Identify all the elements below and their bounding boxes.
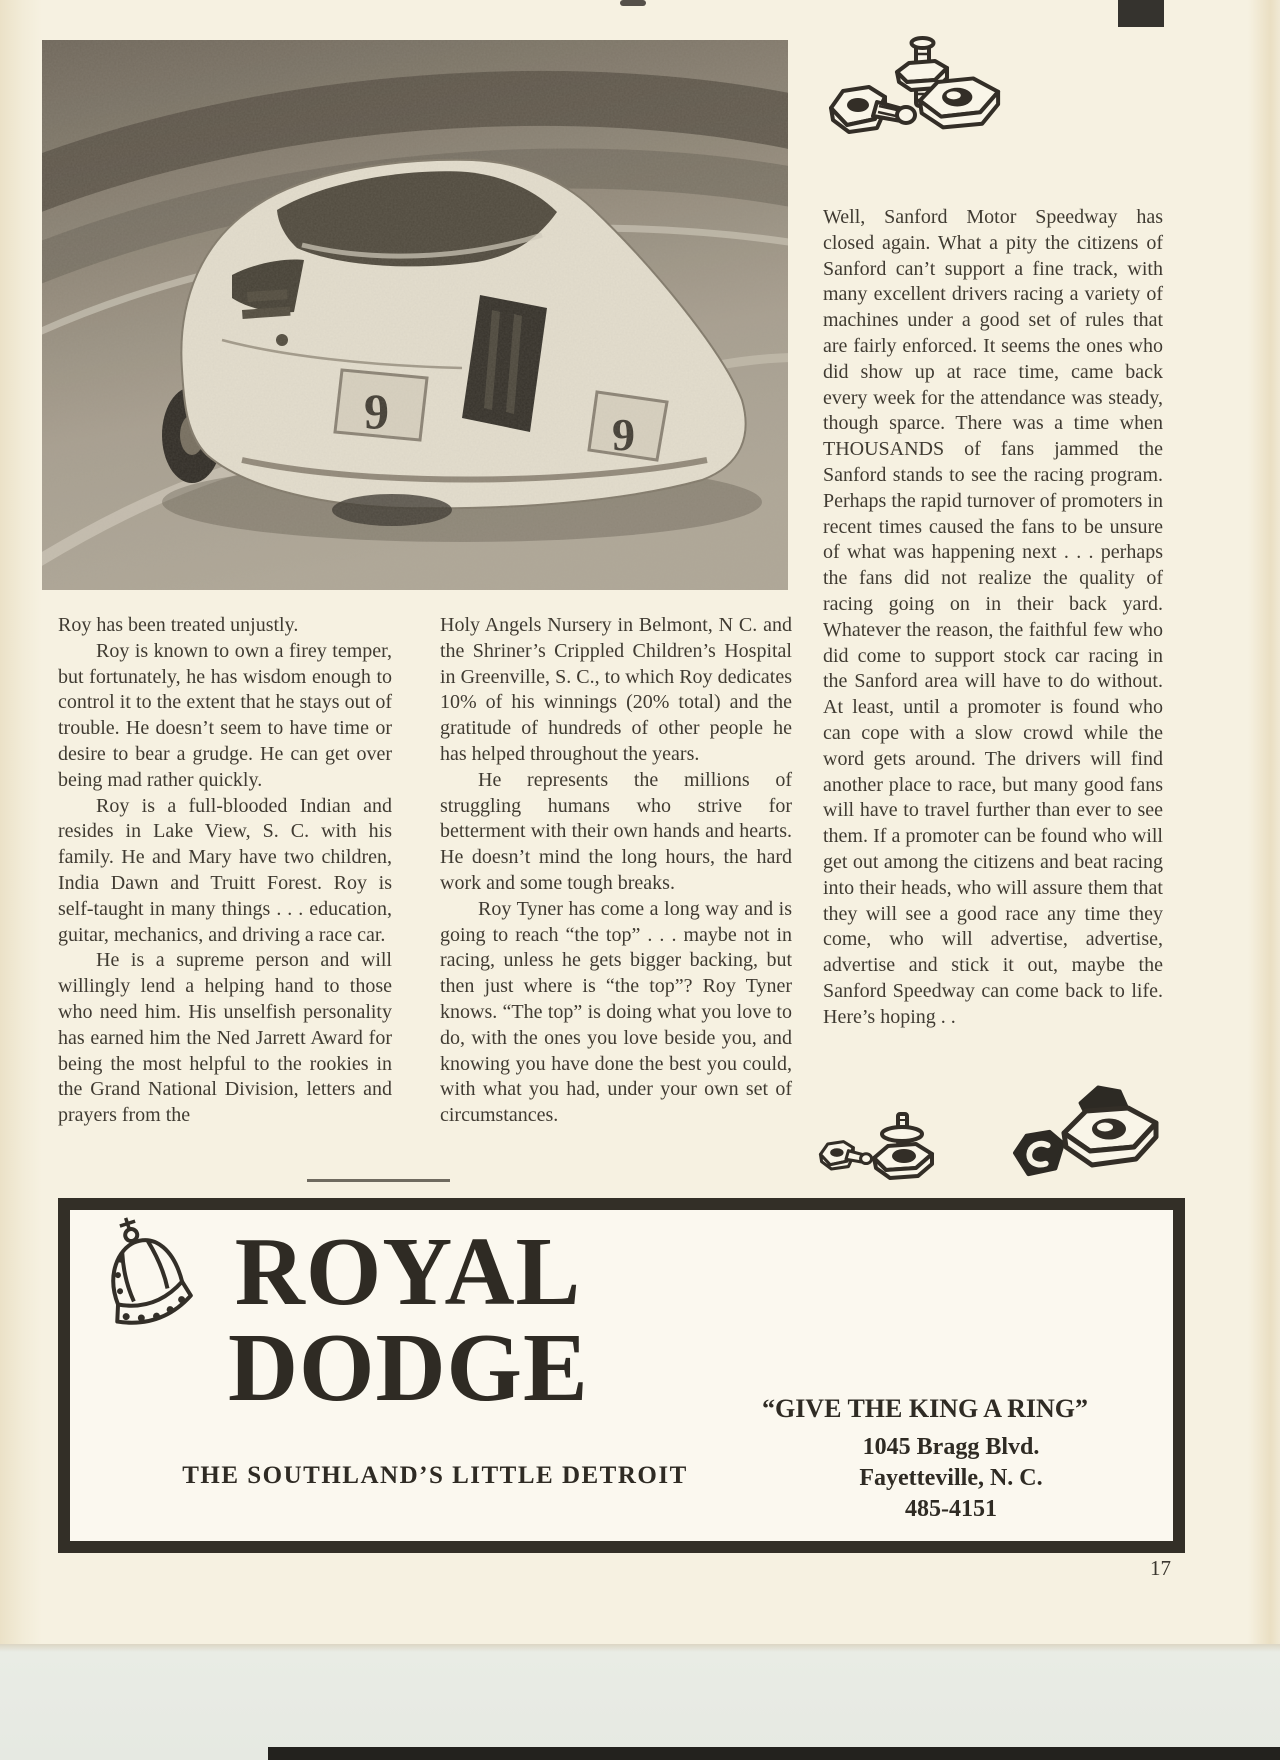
article-column-right <box>823 205 1163 1031</box>
paragraph: Roy is known to own a firey temper, but fortunately, he has wisdom enough to control it to the extent that he stays out of trouble. He doesn’t seem to have time or desire to bear a grudge. He can get over being mad rather quickly. <box>58 639 392 791</box>
car-number: 9 <box>612 409 635 460</box>
dealer-tagline: THE SOUTHLAND’S LITTLE DETROIT <box>182 1462 688 1489</box>
paragraph: Well, Sanford Motor Speedway has closed again. What a pity the citizens of Sanford can’t support a fine track, with many excellent drivers racing a variety of machines under a good set of rules that are fairly enforced. It seems the ones who did show up at race time, came back every week for the attendance was steady, though sparce. There was a time when THOUSANDS of fans jammed the Sanford stands to see the racing program. Perhaps the rapid turnover of promoters in recent times caused the fans to be unsure of what was happening next . . . perhaps the fans did not realize the quality of racing going on in their back yard. Whatever the reason, the faithful few who did come to support stock car racing in the Sanford area will have to do without. At least, until a promoter is found who can cope with a slow crowd while the word gets around. The drivers will find another place to race, but many good fans will have to travel further than ever to see them. If a promoter can be found who will get out among the citizens and beat racing into their heads, who will assure them that they will see a good race any time they come, who will advertise, advertise, advertise and stick it out, maybe the Sanford Speedway can come back to life. Here’s hoping . . <box>823 206 1163 1028</box>
royal-dodge-ad <box>58 1198 1185 1553</box>
page-number: 17 <box>1150 1556 1171 1580</box>
dealer-address <box>736 1432 1166 1525</box>
hex-nut-icon <box>913 74 1005 143</box>
bolt-and-washer-nut-icon <box>868 1112 936 1189</box>
paragraph: Roy is a full-blooded Indian and resides in Lake View, S. C. with his family. He and Mary have two children, India Dawn and Truitt Forest. Roy is self-taught in many things . . . education, guitar, mechanics, and driving a race car. <box>58 794 392 946</box>
phone-number: 485-4151 <box>905 1496 997 1522</box>
paper-left-edge <box>0 0 42 1646</box>
paper-right-edge <box>1248 0 1280 1646</box>
paragraph: He is a supreme person and will willingly lend a helping hand to those who need him. His unselfish personality has earned him the Ned Jarrett Award for being the most helpful to the rookies in the Grand National Division, letters and prayers from the <box>58 949 392 1127</box>
car-number: 9 <box>364 383 389 439</box>
dealer-name-line1: ROYAL <box>234 1218 582 1325</box>
scan-artifact <box>620 0 646 6</box>
paragraph: Holy Angels Nursery in Belmont, N C. and the Shriner’s Crippled Children’s Hospital in Greenville, S. C., to which Roy dedicates 10% of his winnings (20% total) and the gratitude of hundreds of other people he has helped throughout the years. <box>440 614 792 765</box>
crown-icon <box>90 1217 202 1337</box>
scanner-background <box>0 1644 1280 1760</box>
address-line2: Fayetteville, N. C. <box>859 1465 1043 1491</box>
dealer-name <box>228 1218 589 1421</box>
dealer-slogan: “GIVE THE KING A RING” <box>761 1394 1089 1423</box>
paragraph: Roy Tyner has come a long way and is going to reach “the top” . . . maybe not in racing, unless he gets bigger backing, but then just where is “the top”? Roy Tyner knows. “The top” is doing what you love to do, with the ones you love beside you, and knowing you have done the best you could, with what you had, under your own set of circumstances. <box>440 897 792 1127</box>
scan-artifact <box>1118 0 1164 27</box>
article-column-middle <box>440 613 792 1129</box>
article-end-divider <box>307 1179 450 1182</box>
address-line1: 1045 Bragg Blvd. <box>862 1434 1040 1460</box>
bolt-in-nut-icon <box>818 1135 874 1180</box>
paragraph: Roy has been treated unjustly. <box>58 614 299 636</box>
paragraph: He represents the millions of struggling humans who strive for betterment with their own hands and hearts. He doesn’t mind the long hours, the hard work and some tough breaks. <box>440 768 792 894</box>
race-car-photo-art <box>42 40 788 590</box>
large-hex-nut-icon <box>1058 1075 1162 1180</box>
article-column-left <box>58 613 392 1129</box>
scan-artifact <box>268 1747 1280 1760</box>
dealer-name-line2: DODGE <box>228 1314 589 1421</box>
race-car-photo <box>42 40 788 590</box>
